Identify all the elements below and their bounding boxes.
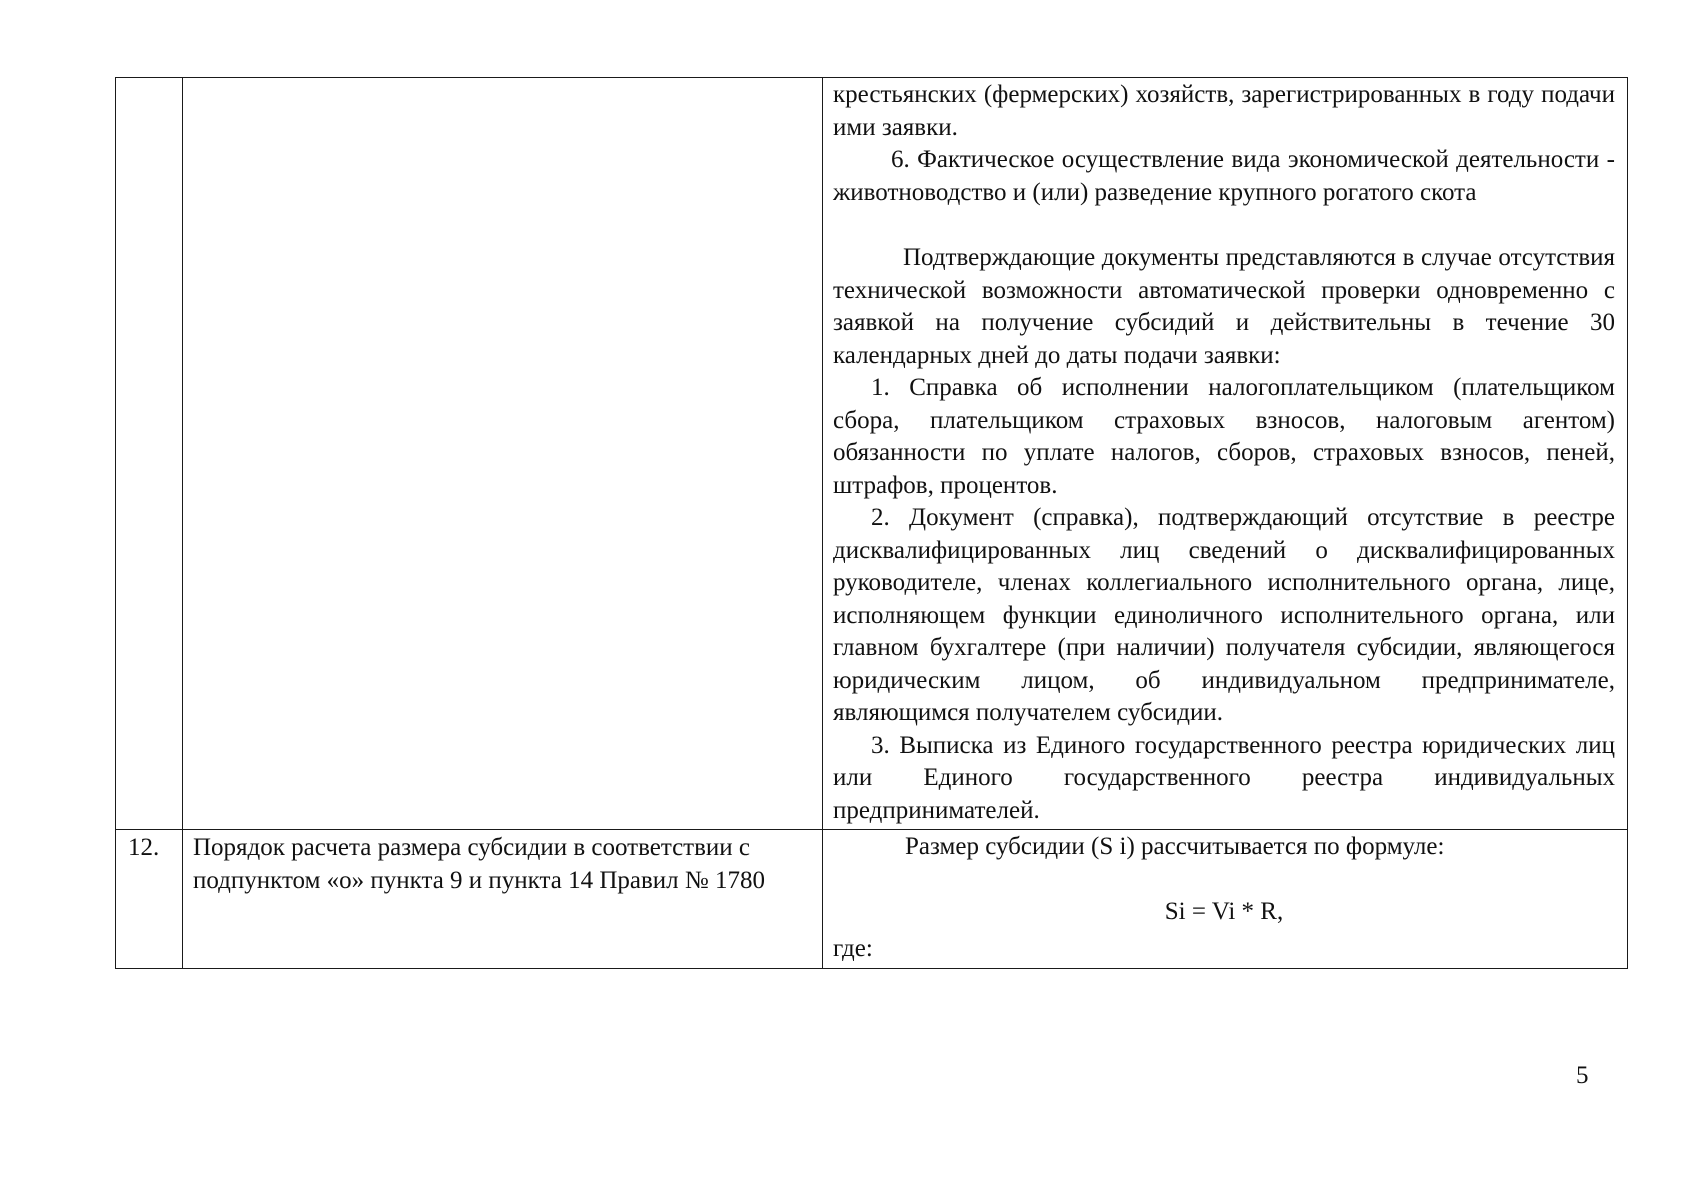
row-number	[116, 78, 182, 80]
row-number: 12.	[128, 834, 160, 861]
description-cell	[823, 830, 1628, 969]
description-cell	[823, 78, 1628, 830]
document-table	[115, 77, 1628, 969]
page-number: 5	[1576, 1062, 1589, 1089]
confirming-docs-intro: Подтверждающие документы представляются в случае отсутствия технической возможности автоматической проверки одновременно с заявкой на получение субсидий и действительны в течение 30 календарных дней до даты подачи заявки:	[833, 244, 1615, 369]
confirming-doc-2: 2. Документ (справка), подтверждающий отсутствие в реестре дисквалифицированных лиц сведений о дисквалифицированных руководителе, членах коллегиального исполнительного органа, лице, исполняющем функции единоличного исполнительного органа, или главном бухгалтере (при наличии) получателя субсидии, являющегося юридическим лицом, об индивидуальном предпринимателе, являющимся получателем субсидии.	[833, 504, 1615, 726]
requirement-cell	[183, 78, 823, 830]
requirement-text: Порядок расчета размера субсидии в соответствии с подпунктом «о» пункта 9 и пункта 14 Правил № 1780	[193, 834, 765, 894]
paragraph-item-6: 6. Фактическое осуществление вида экономической деятельности - животноводство и (или) разведение крупного рогатого скота	[833, 146, 1615, 206]
row-number-cell	[116, 78, 183, 830]
row-number-cell	[116, 830, 183, 969]
formula-intro: Размер субсидии (S i) рассчитывается по формуле:	[905, 833, 1445, 860]
table-row-12	[116, 830, 1628, 969]
confirming-doc-1: 1. Справка об исполнении налогоплательщиком (плательщиком сбора, плательщиком страховых взносов, налоговым агентом) обязанности по уплате налогов, сборов, страховых взносов, пеней, штрафов, процентов.	[833, 374, 1615, 499]
table-row-continuation	[116, 78, 1628, 830]
formula-where: где:	[833, 935, 873, 962]
requirement-cell	[183, 830, 823, 969]
confirming-doc-3: 3. Выписка из Единого государственного реестра юридических лиц или Единого государственного реестра индивидуальных предпринимателей.	[833, 731, 1615, 824]
requirement-text	[183, 78, 822, 80]
paragraph-farms: крестьянских (фермерских) хозяйств, зарегистрированных в году подачи ими заявки.	[833, 81, 1615, 141]
spacer	[833, 209, 1615, 242]
subsidy-formula: Si = Vi * R,	[1164, 897, 1284, 925]
